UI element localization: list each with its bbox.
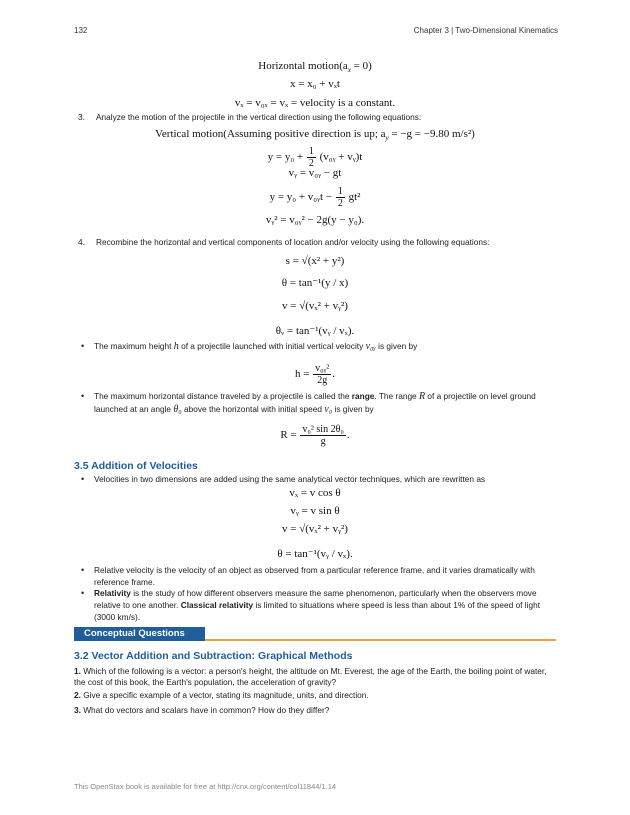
section-heading-3-2: 3.2 Vector Addition and Subtraction: Graphical Methods [74, 650, 353, 662]
horizontal-equation-velocity: vₓ = v₀ₓ = vₓ = velocity is a constant. [234, 97, 396, 109]
bullet-range: • The maximum horizontal distance traveled by a projectile is called the range. The range R of a projectile on level ground launched at an angle θ₀ above the horizontal with initial speed v₀ is given by [94, 390, 560, 416]
addition-equation-2: vᵧ = v sin θ [290, 505, 340, 517]
footer-note: This OpenStax book is available for free at http://cnx.org/content/col11844/1.14 [74, 782, 337, 791]
bullet-relative-velocity: • Relative velocity is the velocity of an object as observed from a particular reference frame, and it varies dramatically with reference frame. [94, 564, 560, 588]
page-number: 132 [74, 26, 88, 35]
horizontal-equation-position: x = x₀ + vₓt [290, 78, 340, 90]
bullet-max-height: • The maximum height h of a projectile launched with initial vertical velocity v₀ᵧ is given by [94, 340, 560, 353]
conceptual-questions-label: Conceptual Questions [74, 627, 205, 641]
question-3: 3. What do vectors and scalars have in common? How do they differ? [74, 705, 330, 715]
range-equation: R = $\frac{\text{v₀² sin 2θ₀}}{g}$ . [280, 424, 350, 447]
vertical-equation-3: y = y₀ + v₀ᵧt − $\frac{1}{2}$ gt² [269, 186, 361, 209]
step-4: 4. Recombine the horizontal and vertical components of location and/or velocity using the following equations: [78, 237, 490, 247]
question-1: 1. Which of the following is a vector: a person's height, the altitude on Mt. Everest, the age of the Earth, the boiling point of water, the cost of this book, the Earth's population, the acceleration of gravity? [74, 666, 547, 687]
vertical-motion-title: Vertical motion(Assuming positive direction is up; $a_y = -g = -9.80$ m/s²) [155, 128, 475, 143]
recombine-equation-4: θᵥ = tan⁻¹(vᵧ / vₓ). [275, 325, 355, 337]
addition-equation-4: θ = tan⁻¹(vᵧ / vₓ). [277, 548, 353, 560]
recombine-equation-3: v = √(vₓ² + vᵧ²) [282, 300, 348, 312]
bullet-relativity: • Relativity is the study of how different observers measure the same phenomenon, particularly when the observers move relative to one another. Classical relativity is limited to situations where speed is less than about 1% of the speed of light (3000 km/s). [94, 587, 560, 623]
vertical-equation-4: vᵧ² = v₀ᵧ² − 2g(y − y₀). [265, 214, 365, 226]
step-3: 3. Analyze the motion of the projectile in the vertical direction using the following equations: [78, 112, 422, 122]
addition-equation-1: vₓ = v cos θ [289, 487, 341, 499]
conceptual-questions-banner [74, 627, 556, 641]
addition-equation-3: v = √(vₓ² + vᵧ²) [282, 523, 348, 535]
vertical-equation-1: y = y₀ + $\frac{1}{2}$ (v₀ᵧ + vᵧ)t [267, 146, 363, 169]
recombine-equation-1: s = √(x² + y²) [285, 255, 345, 267]
max-height-equation: h = $\frac{\text{v₀ᵧ²}}{2g}$ . [294, 363, 336, 386]
bullet-addition: • Velocities in two dimensions are added using the same analytical vector techniques, which are rewritten as [94, 473, 560, 485]
question-2: 2. Give a specific example of a vector, stating its magnitude, units, and direction. [74, 690, 369, 700]
recombine-equation-2: θ = tan⁻¹(y / x) [281, 277, 349, 289]
vertical-equation-2: vᵧ = v₀ᵧ − gt [288, 167, 342, 179]
section-heading-3-5: 3.5 Addition of Velocities [74, 460, 198, 472]
horizontal-motion-title: Horizontal $motion(a_x = 0)$ [258, 60, 372, 75]
running-header: Chapter 3 | Two-Dimensional Kinematics [413, 26, 558, 35]
banner-rule [205, 639, 556, 641]
